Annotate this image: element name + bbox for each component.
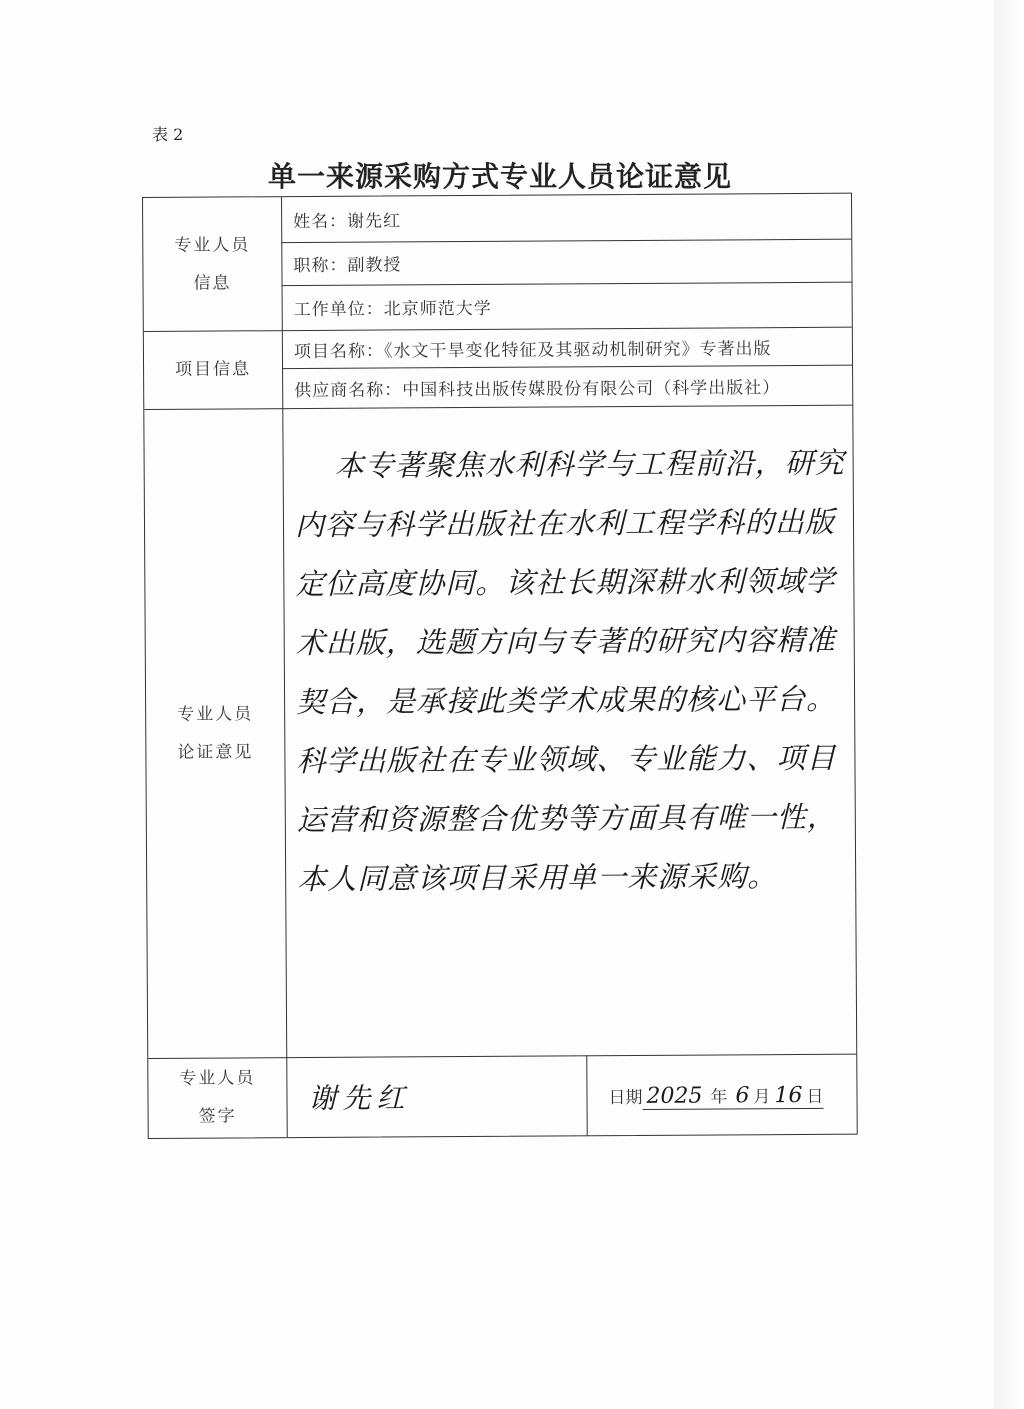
day-unit: 日 xyxy=(806,1086,824,1107)
expert-name: 姓名：谢先红 xyxy=(293,211,402,233)
month-unit: 月 xyxy=(753,1087,771,1108)
page-edge xyxy=(994,0,1024,1409)
date-field xyxy=(608,1082,848,1110)
handwritten-opinion: 本专著聚焦水利科学与工程前沿，研究内容与科学出版社在水利工程学科的出版定位高度协同。该社长期深耕水利领域学术出版，选题方向与专著的研究内容精准契合，是承接此类学术成果的核心平台。科学出版社在专业领域、专业能力、项目运营和资源整合优势等方面具有唯一性，本人同意该项目采用单一来源采购。 xyxy=(294,445,845,897)
table-label: 表 2 xyxy=(152,125,184,144)
page-title: 单一来源采购方式专业人员论证意见 xyxy=(267,160,732,193)
handwritten-signature: 谢先红 xyxy=(308,1081,411,1115)
date-year: 2025 xyxy=(646,1083,703,1109)
date-label: 日期 xyxy=(608,1087,643,1109)
expert-employer: 工作单位：北京师范大学 xyxy=(293,298,492,321)
expert-title: 职称：副教授 xyxy=(293,255,402,277)
year-unit: 年 xyxy=(710,1087,728,1108)
date-month: 6 xyxy=(735,1083,750,1109)
date-value xyxy=(642,1082,823,1110)
signature-label: 专业人员签字 xyxy=(179,1068,256,1127)
expert-info-label: 专业人员信息 xyxy=(174,234,251,294)
argumentation-form xyxy=(142,193,858,1139)
date-divider xyxy=(586,1055,587,1135)
supplier-name: 供应商名称：中国科技出版传媒股份有限公司（科学出版社） xyxy=(294,377,781,401)
project-info-label: 项目信息 xyxy=(174,359,252,380)
date-day: 16 xyxy=(774,1082,803,1109)
opinion-label: 专业人员论证意见 xyxy=(177,703,254,763)
project-name: 项目名称：《水文干旱变化特征及其驱动机制研究》专著出版 xyxy=(293,338,772,362)
